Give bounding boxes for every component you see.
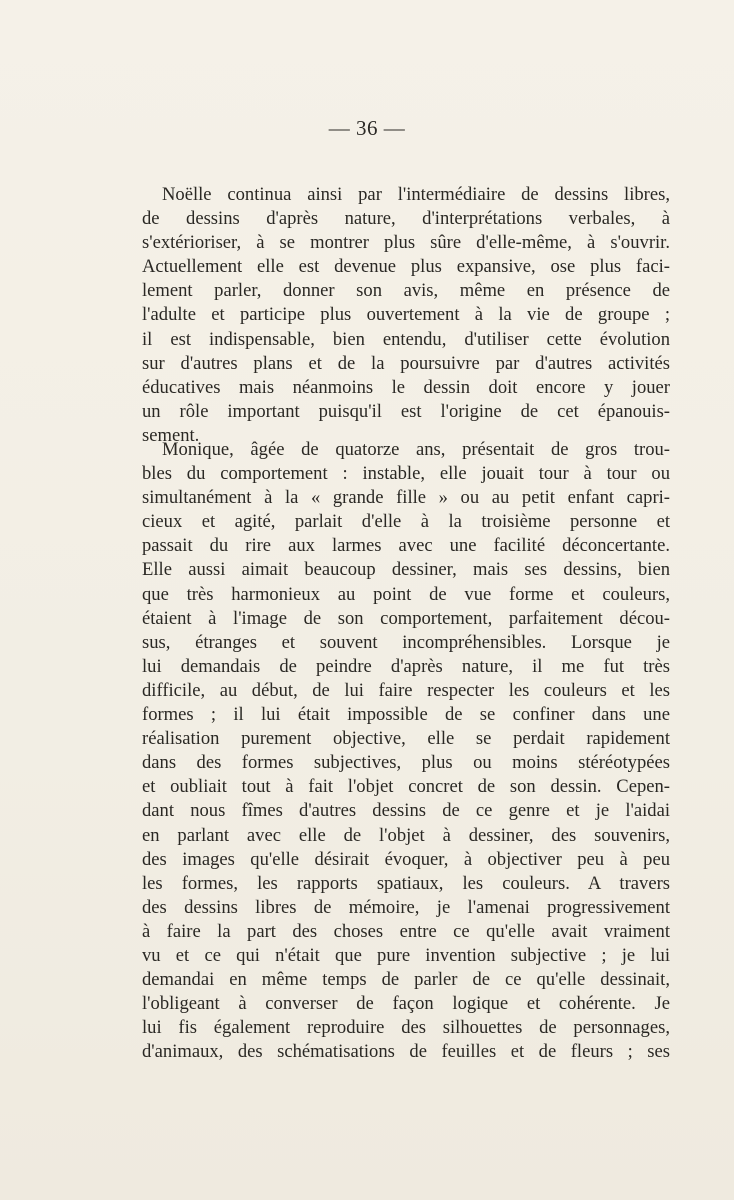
text-line: les formes, les rapports spatiaux, les couleurs. A travers: [142, 872, 670, 894]
paragraph-monique: [142, 438, 670, 1064]
text-line: Actuellement elle est devenue plus expansive, ose plus faci-: [142, 256, 670, 278]
text-line: Noëlle continua ainsi par l'intermédiaire de dessins libres,: [162, 184, 670, 205]
text-line: demandai en même temps de parler de ce qu'elle dessinait,: [142, 969, 670, 991]
text-line: il est indispensable, bien entendu, d'utiliser cette évolution: [142, 328, 670, 350]
text-line: l'obligeant à converser de façon logique et cohérente. Je: [142, 993, 670, 1015]
text-line: un rôle important puisqu'il est l'origine de cet épanouis-: [142, 400, 670, 422]
text-line: réalisation purement objective, elle se perdait rapidement: [142, 728, 670, 750]
text-line: à faire la part des choses entre ce qu'elle avait vraiment: [142, 920, 670, 942]
text-line: de dessins d'après nature, d'interprétations verbales, à: [142, 208, 670, 230]
text-line: lui fis également reproduire des silhouettes de personnages,: [142, 1017, 670, 1039]
text-line: étaient à l'image de son comportement, parfaitement décou-: [142, 607, 670, 629]
text-line: dans des formes subjectives, plus ou moins stéréotypées: [142, 752, 670, 774]
text-line: dant nous fîmes d'autres dessins de ce genre et je l'aidai: [142, 800, 670, 822]
text-line: simultanément à la « grande fille » ou au petit enfant capri-: [142, 487, 670, 509]
text-line: Monique, âgée de quatorze ans, présentait de gros trou-: [162, 439, 670, 460]
text-line: des images qu'elle désirait évoquer, à objectiver peu à peu: [142, 848, 670, 870]
text-line: sur d'autres plans et de la poursuivre par d'autres activités: [142, 352, 670, 374]
text-line: lement parler, donner son avis, même en présence de: [142, 280, 670, 302]
text-line: que très harmonieux au point de vue forme et couleurs,: [142, 583, 670, 605]
text-line: bles du comportement : instable, elle jouait tour à tour ou: [142, 463, 670, 485]
page-number: — 36 —: [328, 116, 406, 140]
text-line: et oubliait tout à fait l'objet concret de son dessin. Cepen-: [142, 776, 670, 798]
text-line: d'animaux, des schématisations de feuilles et de fleurs ; ses: [142, 1041, 670, 1063]
text-line: vu et ce qui n'était que pure invention subjective ; je lui: [142, 944, 670, 966]
text-line: l'adulte et participe plus ouvertement à la vie de groupe ;: [142, 304, 670, 326]
paragraph-noelle: [142, 183, 670, 448]
text-line: sement.: [142, 424, 200, 446]
text-line: en parlant avec elle de l'objet à dessiner, des souvenirs,: [142, 824, 670, 846]
text-line: lui demandais de peindre d'après nature, il me fut très: [142, 655, 670, 677]
text-line: sus, étranges et souvent incompréhensibles. Lorsque je: [142, 631, 670, 653]
text-line: formes ; il lui était impossible de se confiner dans une: [142, 704, 670, 726]
text-line: des dessins libres de mémoire, je l'amenai progressivement: [142, 896, 670, 918]
text-line: difficile, au début, de lui faire respecter les couleurs et les: [142, 679, 670, 701]
text-line: s'extérioriser, à se montrer plus sûre d'elle-même, à s'ouvrir.: [142, 232, 670, 254]
text-line: passait du rire aux larmes avec une facilité déconcertante.: [142, 535, 670, 557]
text-line: Elle aussi aimait beaucoup dessiner, mais ses dessins, bien: [142, 559, 670, 581]
text-line: éducatives mais néanmoins le dessin doit encore y jouer: [142, 376, 670, 398]
text-line: cieux et agité, parlait d'elle à la troisième personne et: [142, 511, 670, 533]
